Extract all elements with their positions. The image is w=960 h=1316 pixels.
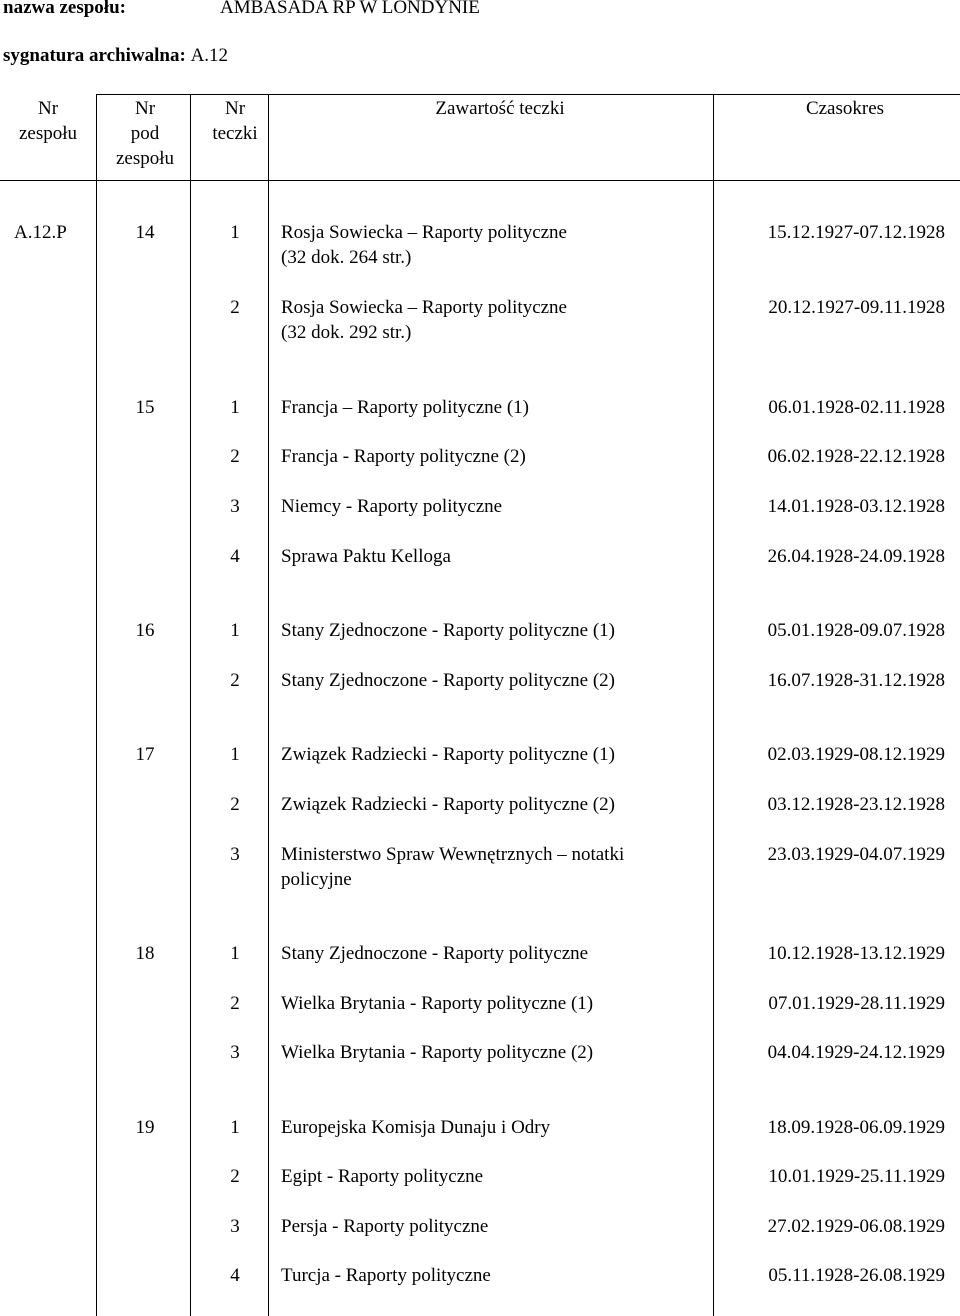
folder-number-cell: 4 bbox=[230, 1265, 240, 1286]
folder-content-line: Rosja Sowiecka – Raporty polityczne bbox=[281, 297, 567, 318]
column-header-czasokres: Czasokres bbox=[805, 98, 885, 119]
folder-content-line: Niemcy - Raporty polityczne bbox=[281, 496, 503, 517]
column-header-line: pod bbox=[130, 123, 160, 144]
column-header-line: zespołu bbox=[115, 148, 175, 169]
folder-number-cell: 2 bbox=[230, 297, 240, 318]
date-range-cell: 20.12.1927-09.11.1928 bbox=[768, 297, 945, 318]
folder-content-cell bbox=[281, 842, 701, 892]
folder-number-cell: 2 bbox=[230, 1166, 240, 1187]
column-divider bbox=[268, 94, 269, 1316]
sub-team-number-cell: 18 bbox=[135, 943, 155, 964]
folder-content-cell bbox=[281, 494, 701, 519]
folder-number-cell: 2 bbox=[230, 993, 240, 1014]
date-range-cell: 10.12.1928-13.12.1929 bbox=[767, 943, 945, 964]
folder-content-line: Wielka Brytania - Raporty polityczne (2) bbox=[281, 1042, 594, 1063]
date-range-cell: 16.07.1928-31.12.1928 bbox=[767, 670, 945, 691]
folder-content-line: Turcja - Raporty polityczne bbox=[281, 1265, 491, 1286]
folder-number-cell: 1 bbox=[230, 620, 240, 641]
folder-number-cell: 1 bbox=[230, 744, 240, 765]
folder-number-cell: 2 bbox=[230, 446, 240, 467]
folder-content-line: (32 dok. 264 str.) bbox=[281, 247, 412, 268]
date-range-cell: 14.01.1928-03.12.1928 bbox=[767, 496, 945, 517]
folder-content-cell bbox=[281, 1214, 701, 1239]
team-label: nazwa zespołu: bbox=[3, 0, 126, 18]
team-name-line bbox=[3, 0, 480, 19]
folder-content-cell bbox=[281, 1164, 701, 1189]
folder-content-line: Persja - Raporty polityczne bbox=[281, 1216, 489, 1237]
folder-content-cell bbox=[281, 941, 701, 966]
column-header-nr-zespolu bbox=[10, 96, 86, 146]
sub-team-number-cell: 14 bbox=[135, 222, 155, 243]
folder-content-line: Ministerstwo Spraw Wewnętrznych – notatki bbox=[281, 844, 625, 865]
date-range-cell: 06.02.1928-22.12.1928 bbox=[767, 446, 945, 467]
folder-content-cell bbox=[281, 395, 701, 420]
team-name: AMBASADA RP W LONDYNIE bbox=[220, 0, 480, 18]
folder-content-cell bbox=[281, 295, 701, 345]
folder-content-cell bbox=[281, 1040, 701, 1065]
date-range-cell: 27.02.1929-06.08.1929 bbox=[767, 1216, 945, 1237]
folder-content-cell bbox=[281, 618, 701, 643]
date-range-cell: 23.03.1929-04.07.1929 bbox=[767, 844, 945, 865]
folder-content-line: Egipt - Raporty polityczne bbox=[281, 1166, 484, 1187]
date-range-cell: 18.09.1928-06.09.1929 bbox=[767, 1117, 945, 1138]
folder-content-line: policyjne bbox=[281, 869, 352, 890]
folder-content-cell bbox=[281, 544, 701, 569]
folder-content-line: Sprawa Paktu Kelloga bbox=[281, 546, 451, 567]
signature-value: A.12 bbox=[190, 45, 229, 66]
folder-number-cell: 1 bbox=[230, 1117, 240, 1138]
column-header-line: Nr bbox=[134, 98, 156, 119]
folder-content-line: Stany Zjednoczone - Raporty polityczne (1) bbox=[281, 620, 615, 641]
folder-number-cell: 2 bbox=[230, 794, 240, 815]
signature-line bbox=[3, 45, 228, 67]
folder-number-cell: 4 bbox=[230, 546, 240, 567]
folder-content-cell bbox=[281, 668, 701, 693]
folder-number-cell: 1 bbox=[230, 222, 240, 243]
column-header-nr-pod-zespolu bbox=[104, 96, 186, 171]
date-range-cell: 05.11.1928-26.08.1929 bbox=[768, 1265, 945, 1286]
column-divider bbox=[190, 94, 191, 1316]
date-range-cell: 02.03.1929-08.12.1929 bbox=[767, 744, 945, 765]
folder-content-cell bbox=[281, 220, 701, 270]
column-divider bbox=[96, 94, 97, 1316]
folder-number-cell: 3 bbox=[230, 1042, 240, 1063]
column-header-nr-teczki bbox=[195, 96, 275, 146]
folder-number-cell: 1 bbox=[230, 943, 240, 964]
folder-content-line: Stany Zjednoczone - Raporty polityczne bbox=[281, 943, 589, 964]
folder-content-line: Europejska Komisja Dunaju i Odry bbox=[281, 1117, 551, 1138]
folder-number-cell: 3 bbox=[230, 844, 240, 865]
signature-label: sygnatura archiwalna: bbox=[3, 45, 186, 66]
column-header-line: Nr bbox=[37, 98, 59, 119]
folder-content-line: Stany Zjednoczone - Raporty polityczne (2) bbox=[281, 670, 615, 691]
column-header-line: teczki bbox=[212, 123, 258, 144]
folder-number-cell: 3 bbox=[230, 1216, 240, 1237]
folder-content-line: Rosja Sowiecka – Raporty polityczne bbox=[281, 222, 567, 243]
sub-team-number-cell: 15 bbox=[135, 397, 155, 418]
date-range-cell: 10.01.1929-25.11.1929 bbox=[768, 1166, 945, 1187]
sub-team-number-cell: 17 bbox=[135, 744, 155, 765]
date-range-cell: 04.04.1929-24.12.1929 bbox=[767, 1042, 945, 1063]
folder-content-cell bbox=[281, 1263, 701, 1288]
column-header-zawartosc: Zawartość teczki bbox=[435, 98, 565, 119]
date-range-cell: 26.04.1928-24.09.1928 bbox=[767, 546, 945, 567]
folder-content-line: Wielka Brytania - Raporty polityczne (1) bbox=[281, 993, 594, 1014]
folder-content-line: Związek Radziecki - Raporty polityczne (2) bbox=[281, 794, 615, 815]
folder-content-line: Francja – Raporty polityczne (1) bbox=[281, 397, 529, 418]
folder-content-cell bbox=[281, 1115, 701, 1140]
folder-content-line: Francja - Raporty polityczne (2) bbox=[281, 446, 526, 467]
folder-number-cell: 3 bbox=[230, 496, 240, 517]
column-header-line: Nr bbox=[224, 98, 246, 119]
table-top-rule bbox=[96, 94, 960, 95]
folder-content-cell bbox=[281, 444, 701, 469]
folder-number-cell: 2 bbox=[230, 670, 240, 691]
folder-content-cell bbox=[281, 742, 701, 767]
signature-cell: A.12.P bbox=[14, 222, 67, 243]
column-divider bbox=[713, 94, 714, 1316]
column-header-line: zespołu bbox=[18, 123, 78, 144]
date-range-cell: 05.01.1928-09.07.1928 bbox=[767, 620, 945, 641]
folder-number-cell: 1 bbox=[230, 397, 240, 418]
folder-content-cell bbox=[281, 991, 701, 1016]
sub-team-number-cell: 19 bbox=[135, 1117, 155, 1138]
date-range-cell: 03.12.1928-23.12.1928 bbox=[767, 794, 945, 815]
folder-content-line: Związek Radziecki - Raporty polityczne (1) bbox=[281, 744, 615, 765]
table-header-rule bbox=[0, 180, 960, 181]
date-range-cell: 06.01.1928-02.11.1928 bbox=[768, 397, 945, 418]
sub-team-number-cell: 16 bbox=[135, 620, 155, 641]
folder-content-cell bbox=[281, 792, 701, 817]
folder-content-line: (32 dok. 292 str.) bbox=[281, 322, 412, 343]
date-range-cell: 07.01.1929-28.11.1929 bbox=[768, 993, 945, 1014]
date-range-cell: 15.12.1927-07.12.1928 bbox=[767, 222, 945, 243]
